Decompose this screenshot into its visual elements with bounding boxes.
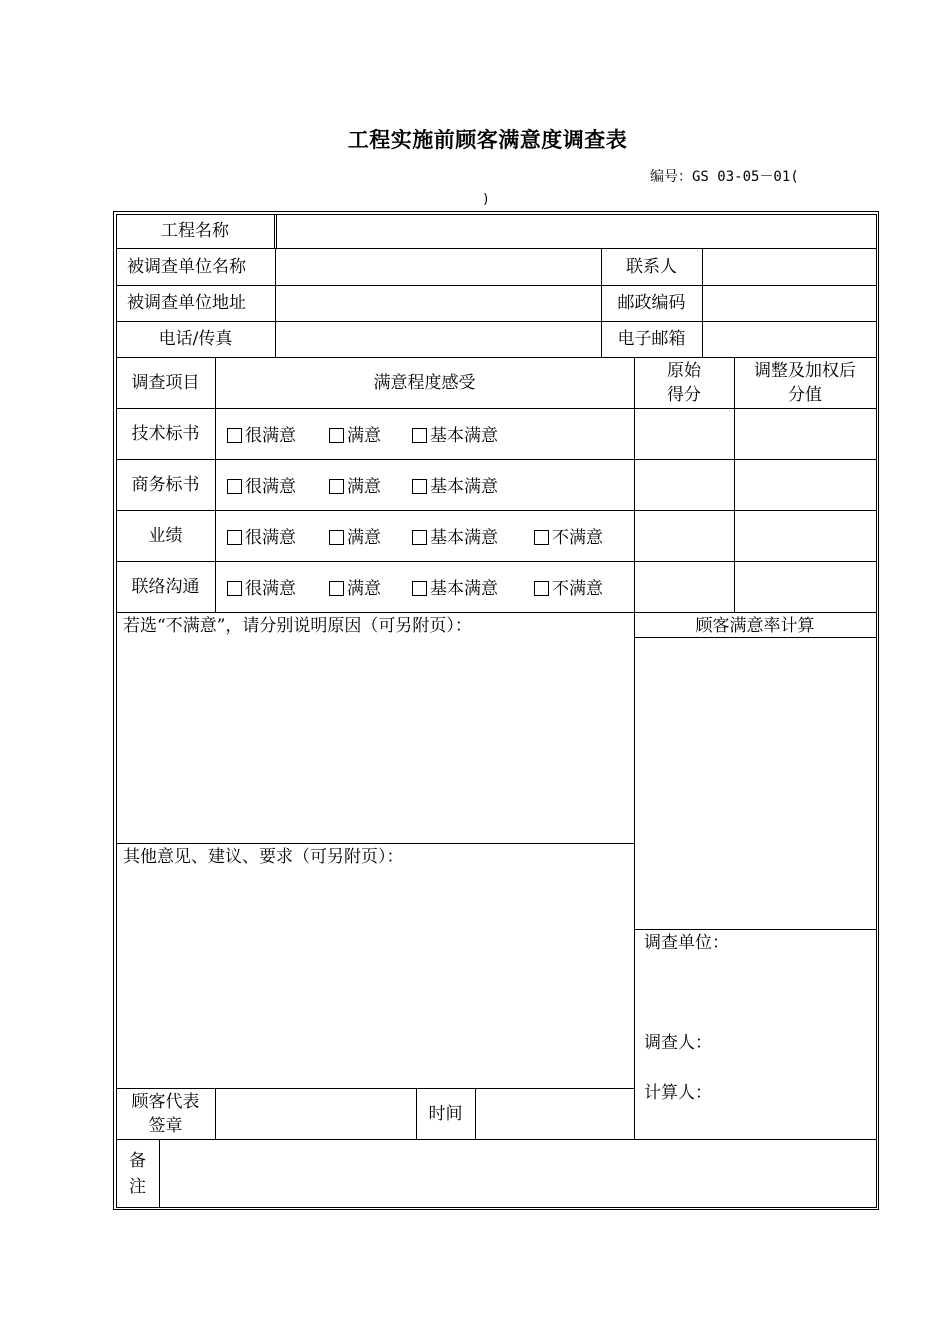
col-line	[275, 248, 276, 357]
col-line	[702, 248, 703, 357]
col-line	[116, 214, 117, 1208]
row-line	[116, 1139, 877, 1140]
option-unsatisfied[interactable]: 不满意	[534, 530, 603, 547]
customer-rep-label-line2: 签章	[148, 1116, 183, 1136]
item-technical-bid: 技术标书	[131, 424, 200, 444]
checkbox[interactable]	[329, 479, 344, 494]
row-line	[116, 612, 877, 613]
checkbox[interactable]	[227, 581, 242, 596]
satisfaction-rate-label: 顾客满意率计算	[695, 616, 815, 636]
checkbox[interactable]	[329, 581, 344, 596]
option-satisfied[interactable]: 满意	[329, 530, 381, 547]
time-label: 时间	[428, 1104, 463, 1124]
row-line	[116, 321, 877, 322]
checkbox[interactable]	[329, 428, 344, 443]
checkbox[interactable]	[227, 479, 242, 494]
contact-person-label: 联系人	[626, 257, 677, 277]
col-line	[215, 357, 216, 612]
checkbox[interactable]	[412, 530, 427, 545]
row-line	[116, 1088, 634, 1089]
row-line	[116, 510, 877, 511]
option-satisfied[interactable]: 满意	[329, 428, 381, 445]
checkbox[interactable]	[534, 530, 549, 545]
unsatisfied-reason-label: 若选“不满意”，请分别说明原因（可另附页）：	[123, 616, 472, 636]
surveyor-label: 调查人：	[644, 1033, 712, 1053]
phone-fax-label: 电话/传真	[158, 329, 233, 349]
calculator-label: 计算人：	[644, 1083, 712, 1103]
option-basically-satisfied[interactable]: 基本满意	[412, 428, 498, 445]
project-name-label: 工程名称	[161, 221, 229, 241]
raw-score-header-line1: 原始	[667, 361, 701, 381]
item-business-bid: 商务标书	[131, 475, 200, 495]
row-line	[116, 357, 877, 358]
remarks-label-line2: 注	[129, 1177, 146, 1197]
checkbox[interactable]	[534, 581, 549, 596]
surveyed-unit-name-label: 被调查单位名称	[127, 257, 246, 277]
row-line	[634, 929, 877, 930]
postal-code-label: 邮政编码	[617, 293, 686, 313]
option-satisfied[interactable]: 满意	[329, 479, 381, 496]
col-line	[274, 214, 275, 248]
adjusted-score-header-line2: 分值	[788, 385, 822, 405]
option-unsatisfied[interactable]: 不满意	[534, 581, 603, 598]
raw-score-header-line2: 得分	[667, 385, 701, 405]
option-basically-satisfied[interactable]: 基本满意	[412, 581, 498, 598]
option-satisfied[interactable]: 满意	[329, 581, 381, 598]
row-line	[116, 1207, 877, 1208]
customer-rep-label-line1: 顾客代表	[131, 1092, 200, 1112]
option-very-satisfied[interactable]: 很满意	[227, 581, 296, 598]
option-very-satisfied[interactable]: 很满意	[227, 479, 296, 496]
adjusted-score-header-line1: 调整及加权后	[754, 361, 856, 381]
row-line	[116, 459, 877, 460]
row-line	[116, 408, 877, 409]
col-line	[276, 214, 277, 248]
email-label: 电子邮箱	[617, 329, 686, 349]
option-basically-satisfied[interactable]: 基本满意	[412, 530, 498, 547]
other-opinions-label: 其他意见、建议、要求（可另附页）：	[123, 847, 404, 867]
document-number-close: )	[482, 192, 490, 207]
form-title: 工程实施前顾客满意度调查表	[347, 128, 628, 152]
survey-unit-label: 调查单位：	[644, 933, 729, 953]
item-communication: 联络沟通	[131, 577, 200, 597]
col-line	[159, 1139, 160, 1207]
checkbox[interactable]	[329, 530, 344, 545]
remarks-label-line1: 备	[129, 1151, 146, 1171]
col-line	[215, 1088, 216, 1139]
surveyed-unit-address-label: 被调查单位地址	[127, 293, 246, 313]
checkbox[interactable]	[227, 428, 242, 443]
option-basically-satisfied[interactable]: 基本满意	[412, 479, 498, 496]
col-line	[876, 214, 877, 1208]
row-line	[634, 637, 877, 638]
survey-item-header: 调查项目	[131, 373, 200, 393]
row-line	[116, 561, 877, 562]
row-line	[116, 843, 634, 844]
checkbox[interactable]	[412, 479, 427, 494]
checkbox[interactable]	[412, 581, 427, 596]
row-line	[116, 285, 877, 286]
col-line	[475, 1088, 476, 1139]
checkbox[interactable]	[412, 428, 427, 443]
option-very-satisfied[interactable]: 很满意	[227, 428, 296, 445]
option-very-satisfied[interactable]: 很满意	[227, 530, 296, 547]
checkbox[interactable]	[227, 530, 242, 545]
satisfaction-header: 满意程度感受	[373, 373, 476, 393]
col-line	[634, 357, 635, 1139]
row-line	[116, 214, 877, 215]
item-performance: 业绩	[148, 526, 183, 546]
document-number: 编号：GS 03-05－01(	[650, 169, 799, 185]
row-line	[116, 248, 877, 249]
